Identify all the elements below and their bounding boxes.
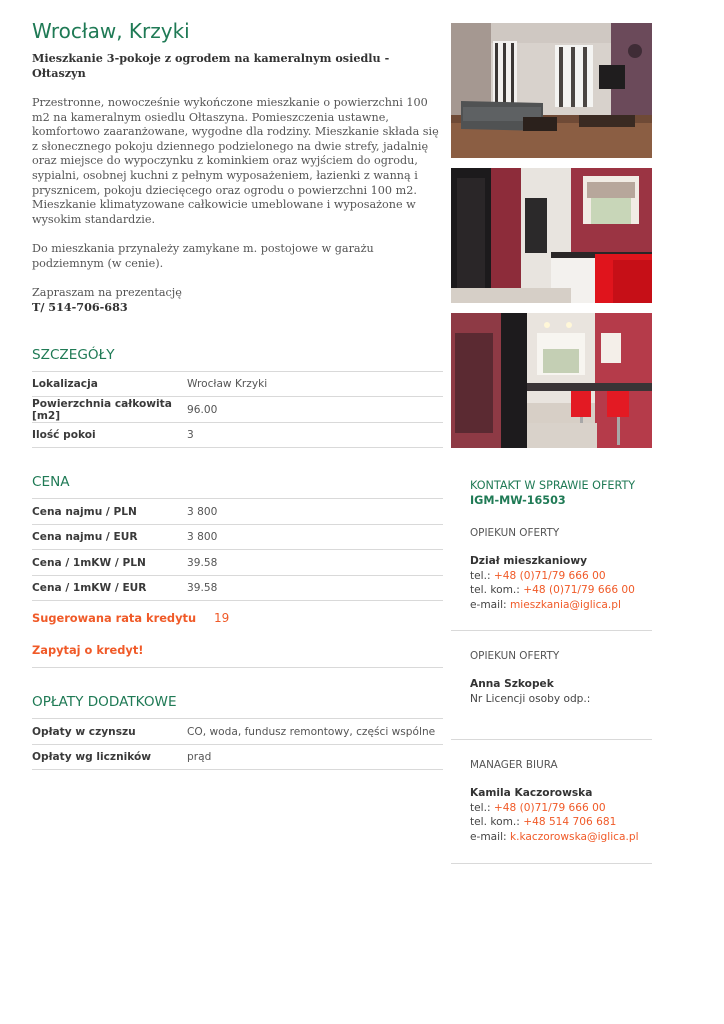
table-row — [32, 499, 443, 525]
row-value: Wrocław Krzyki — [187, 378, 268, 391]
email-link[interactable]: k.kaczorowska@iglica.pl — [509, 830, 639, 843]
row-label: Cena najmu / EUR — [32, 531, 138, 544]
loan-value: 19 — [214, 610, 230, 625]
tel-label: tel.: — [470, 801, 494, 814]
tel-link[interactable]: +48 (0)71/79 666 00 — [493, 801, 606, 814]
row-label: Cena / 1mKW / EUR — [32, 582, 147, 595]
contact-heading — [451, 478, 652, 508]
tel-link[interactable]: +48 (0)71/79 666 00 — [493, 569, 606, 582]
email-label: e-mail: — [470, 598, 510, 611]
table-row — [32, 745, 443, 771]
table-row — [32, 550, 443, 576]
ask-about-loan-link[interactable]: Zapytaj o kredyt! — [32, 634, 443, 668]
mobile-link[interactable]: +48 514 706 681 — [523, 816, 617, 829]
price-table — [32, 499, 443, 668]
contact-mobile-line — [470, 583, 652, 598]
row-value: 3 800 — [187, 531, 218, 544]
row-label: Cena / 1mKW / PLN — [32, 556, 146, 569]
row-value: 3 800 — [187, 505, 218, 518]
row-value: 96.00 — [187, 403, 218, 416]
loan-installment-row — [32, 601, 443, 634]
loan-label: Sugerowana rata kredytu — [32, 610, 197, 625]
contact-role: OPIEKUN OFERTY — [470, 650, 560, 663]
contact-role: MANAGER BIURA — [470, 759, 558, 772]
offer-code: IGM-MW-16503 — [470, 494, 566, 507]
fees-table — [32, 719, 443, 770]
row-value: 39.58 — [187, 556, 218, 569]
description-invitation — [32, 286, 443, 316]
contact-tel-line — [470, 569, 652, 584]
table-row — [32, 719, 443, 745]
listing-description — [32, 96, 443, 316]
row-label: Opłaty w czynszu — [32, 725, 136, 738]
tel-label: tel.: — [470, 569, 494, 582]
contact-phone: T/ 514-706-683 — [32, 300, 128, 315]
mobile-link[interactable]: +48 (0)71/79 666 00 — [523, 584, 635, 597]
row-label: Ilość pokoi — [32, 429, 96, 442]
kitchen-bar-photo[interactable] — [451, 313, 652, 448]
mobile-label: tel. kom.: — [470, 584, 524, 597]
contact-name: Dział mieszkaniowy — [470, 555, 588, 567]
table-row — [32, 576, 443, 602]
contact-email-line — [470, 598, 652, 613]
description-paragraph: Do mieszkania przynależy zamykane m. postojowe w garażu podziemnym (w cenie). — [32, 241, 374, 270]
contact-role: OPIEKUN OFERTY — [470, 527, 560, 539]
row-value: 3 — [187, 429, 194, 442]
details-table — [32, 372, 443, 449]
fees-section-title: OPŁATY DODATKOWE — [32, 694, 443, 719]
contact-name: Anna Szkopek — [470, 678, 554, 691]
price-section-title: CENA — [32, 474, 443, 499]
row-label: Powierzchnia całkowita [m2] — [32, 397, 172, 422]
contact-tel-line — [470, 801, 652, 816]
row-value: CO, woda, fundusz remontowy, części wspólne — [187, 725, 436, 738]
contact-block-agent — [451, 631, 652, 740]
listing-subtitle: Mieszkanie 3-pokoje z ogrodem na kameralnym osiedlu - Ołtaszyn — [32, 51, 390, 80]
licence-spacer — [470, 707, 652, 722]
kitchen-photo[interactable] — [451, 168, 652, 303]
row-value: prąd — [187, 751, 212, 764]
contact-block-department — [451, 508, 652, 631]
mobile-label: tel. kom.: — [470, 816, 524, 829]
table-row — [32, 397, 443, 423]
contact-panel — [451, 478, 652, 864]
contact-email-line — [470, 830, 652, 845]
table-row — [32, 423, 443, 449]
photo-gallery — [451, 23, 652, 458]
listing-main — [32, 18, 443, 770]
invitation-text: Zapraszam na prezentację — [32, 285, 182, 299]
contact-heading-text: KONTAKT W SPRAWIE OFERTY — [470, 479, 636, 492]
description-paragraph: Przestronne, nowocześnie wykończone mieszkanie o powierzchni 100 m2 na kameralnym osiedlu Ołtaszyna. Pomieszczenia ustawne, komfortowo zaaranżowane, wygodne dla rodziny. Mieszkanie składa się z słonecznego pokoju dziennego podzielonego na dwie strefy, jadalnię oraz miejsce do wypoczynku z kominkiem oraz wyjściem do ogrodu, sypialni, osobnej kuchni z pełnym wyposażeniem, łazienki z wanną i prysznicem, pokoju dziecięcego oraz ogrodu o powierzchni 100 m2. Mieszkanie klimatyzowane całkowicie umeblowane i wyposażone w wysokim standardzie. — [32, 96, 439, 226]
contact-name: Kamila Kaczorowska — [470, 787, 593, 800]
contact-mobile-line — [470, 815, 652, 830]
licence-line: Nr Licencji osoby odp.: — [470, 692, 591, 705]
row-label: Cena najmu / PLN — [32, 505, 137, 518]
table-row — [32, 372, 443, 398]
details-section-title: SZCZEGÓŁY — [32, 347, 443, 372]
contact-block-manager — [451, 740, 652, 863]
table-row — [32, 525, 443, 551]
email-label: e-mail: — [470, 830, 510, 843]
row-label: Lokalizacja — [32, 378, 98, 391]
row-value: 39.58 — [187, 582, 218, 595]
living-room-photo[interactable] — [451, 23, 652, 158]
page-title: Wrocław, Krzyki — [32, 19, 190, 43]
email-link[interactable]: mieszkania@iglica.pl — [509, 598, 621, 611]
row-label: Opłaty wg liczników — [32, 751, 152, 764]
